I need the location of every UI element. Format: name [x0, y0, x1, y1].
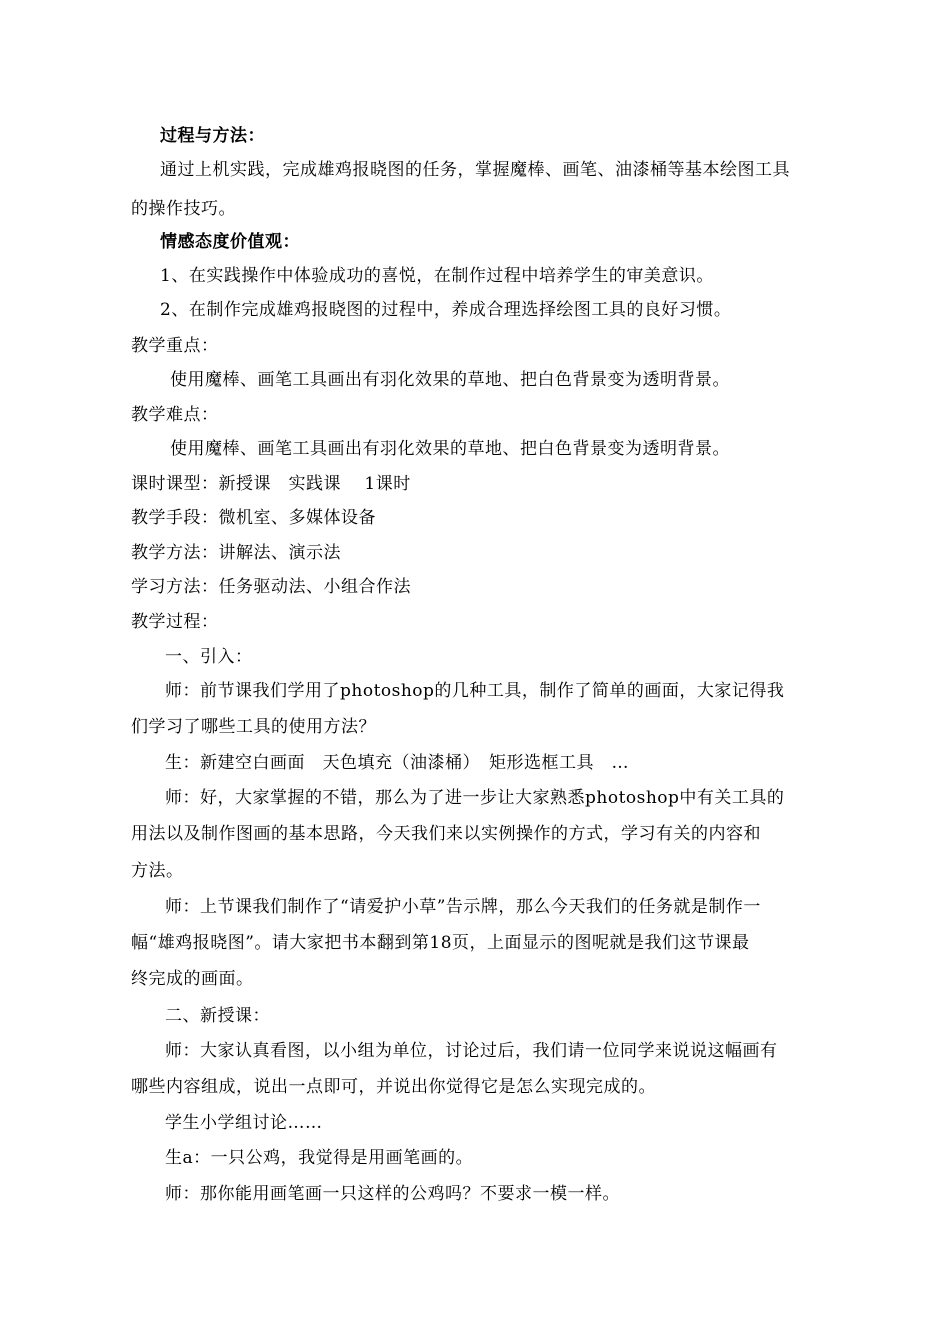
key-point-text: 使用魔棒、画笔工具画出有羽化效果的草地、把白色背景变为透明背景。 [170, 370, 730, 390]
paragraph-line: 师：前节课我们学用了photoshop的几种工具，制作了简单的画面，大家记得我 [165, 681, 785, 701]
paragraph-line: 哪些内容组成，说出一点即可，并说出你觉得它是怎么实现完成的。 [131, 1077, 656, 1097]
lesson-type: 课时课型：新授课 实践课 1课时 [131, 474, 411, 494]
teaching-method: 教学方法：讲解法、演示法 [131, 543, 341, 563]
paragraph-line: 生：新建空白画面 天色填充（油漆桶） 矩形选框工具 … [165, 753, 629, 773]
paragraph-line: 的操作技巧。 [131, 199, 236, 219]
paragraph-line: 用法以及制作图画的基本思路，今天我们来以实例操作的方式，学习有关的内容和 [131, 824, 761, 844]
key-point-label: 教学重点： [131, 336, 219, 356]
paragraph-line: 通过上机实践，完成雄鸡报晓图的任务，掌握魔棒、画笔、油漆桶等基本绘图工具 [160, 160, 790, 180]
paragraph-line: 师：好，大家掌握的不错，那么为了进一步让大家熟悉photoshop中有关工具的 [165, 788, 785, 808]
paragraph-line: 们学习了哪些工具的使用方法？ [131, 717, 376, 737]
paragraph-line: 生a：一只公鸡，我觉得是用画笔画的。 [165, 1148, 474, 1168]
difficulty-text: 使用魔棒、画笔工具画出有羽化效果的草地、把白色背景变为透明背景。 [170, 439, 730, 459]
paragraph-line: 幅“雄鸡报晓图”。请大家把书本翻到第18页，上面显示的图呢就是我们这节课最 [131, 933, 750, 953]
teaching-process-label: 教学过程： [131, 612, 219, 632]
emotion-heading: 情感态度价值观： [160, 232, 300, 252]
learning-method: 学习方法：任务驱动法、小组合作法 [131, 577, 411, 597]
new-lesson-heading: 二、新授课： [165, 1006, 270, 1026]
teaching-means: 教学手段：微机室、多媒体设备 [131, 508, 376, 528]
paragraph-line: 学生小学组讨论…… [165, 1113, 323, 1133]
paragraph-line: 师：那你能用画笔画一只这样的公鸡吗？不要求一模一样。 [165, 1184, 620, 1204]
paragraph-line: 师：大家认真看图，以小组为单位，讨论过后，我们请一位同学来说说这幅画有 [165, 1041, 778, 1061]
paragraph-line: 方法。 [131, 861, 184, 881]
paragraph-line: 师：上节课我们制作了“请爱护小草”告示牌，那么今天我们的任务就是制作一 [165, 897, 761, 917]
paragraph-line: 终完成的画面。 [131, 969, 254, 989]
intro-heading: 一、引入： [165, 647, 253, 667]
process-method-heading: 过程与方法： [160, 126, 265, 146]
difficulty-label: 教学难点： [131, 405, 219, 425]
list-item: 1、在实践操作中体验成功的喜悦，在制作过程中培养学生的审美意识。 [160, 266, 714, 286]
list-item: 2、在制作完成雄鸡报晓图的过程中，养成合理选择绘图工具的良好习惯。 [160, 300, 732, 320]
